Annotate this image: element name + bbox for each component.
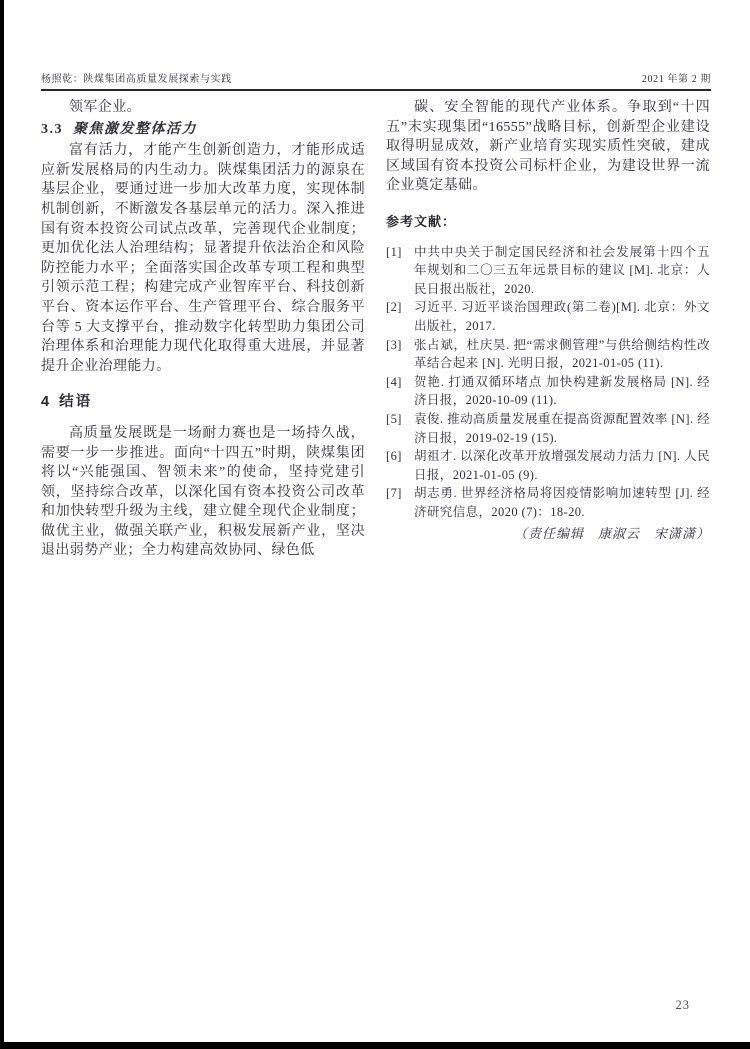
running-header-issue: 2021 年第 2 期	[641, 74, 711, 85]
running-header-title: 杨照乾：陕煤集团高质量发展探索与实践	[41, 74, 232, 85]
editors-credit: （责任编辑 康淑云 宋潇潇）	[513, 526, 710, 542]
paragraph-continuation: 领军企业。	[69, 100, 141, 115]
reference-item	[386, 484, 710, 521]
reference-item	[386, 243, 710, 299]
reference-text: 胡志勇. 世界经济格局将因疫情影响加速转型 [J]. 经济研究信息，2020 (7)：18-20.	[414, 486, 710, 519]
subsection-title: 聚焦激发整体活力	[73, 121, 197, 137]
references-list	[386, 243, 710, 522]
scan-border-bottom	[0, 1042, 750, 1049]
paragraph-section-3-3: 富有活力，才能产生创新创造力，才能形成适应新发展格局的内生动力。陕煤集团活力的源泉在基层企业，要通过进一步加大改革力度，实现体制机制创新，不断激发各基层单元的活力。深入推进国有资本投资公司试点改革，完善现代企业制度；更加优化法人治理结构；显著提升依法治企和风险防控能力水平；全面落实国企改革专项工程和典型引领示范工程；构建完成产业智库平台、科技创新平台、资本运作平台、生产管理平台、综合服务平台等 5 大支撑平台，推动数字化转型助力集团公司治理体系和治理能力现代化取得重大进展，并显著提升企业治理能力。	[41, 143, 365, 374]
scan-border-left	[0, 0, 4, 1049]
paragraph-continuation-right: 碳、安全智能的现代产业体系。争取到“十四五”末实现集团“16555”战略目标，创新型企业建设取得明显成效，新产业培育实现实质性突破，建成区域国有资本投资公司标杆企业，为建设世界一流企业奠定基础。	[386, 100, 710, 194]
paragraph-section-4: 高质量发展既是一场耐力赛也是一场持久战，需要一步一步推进。面向“十四五”时期，陕煤集团将以“兴能强国、智领未来”的使命，坚持党建引领，坚持综合改革，以深化国有资本投资公司改革和加快转型升级为主线，建立健全现代企业制度；做优主业，做强关联产业，积极发展新产业，坚决退出弱势产业；全力构建高效协同、绿色低	[41, 425, 365, 559]
reference-item	[386, 336, 710, 373]
reference-item	[386, 447, 710, 484]
reference-item	[386, 373, 710, 410]
reference-text: 袁俊. 推动高质量发展重在提高资源配置效率 [N]. 经济日报，2019-02-19 (15).	[414, 411, 710, 445]
reference-number: [3]	[386, 337, 402, 352]
section-title: 结语	[59, 394, 93, 411]
reference-number: [1]	[386, 244, 402, 259]
reference-text: 胡祖才. 以深化改革开放增强发展动力活力 [N]. 人民日报，2021-01-05 (9).	[414, 449, 710, 482]
subsection-heading-3-3	[41, 120, 365, 140]
reference-text: 习近平. 习近平谈治国理政(第二卷)[M]. 北京：外文出版社，2017.	[414, 300, 710, 333]
reference-number: [6]	[386, 449, 402, 464]
page-number: 23	[675, 998, 690, 1012]
reference-text: 贺艳. 打通双循环堵点 加快构建新发展格局 [N]. 经济日报，2020-10-09 (11).	[414, 374, 710, 408]
reference-item	[386, 298, 710, 335]
two-column-body	[41, 98, 711, 561]
reference-number: [5]	[386, 411, 402, 426]
right-column	[386, 98, 710, 561]
section-heading-4	[41, 393, 365, 413]
reference-text: 张占斌，杜庆昊. 把“需求侧管理”与供给侧结构性改革结合起来 [N]. 光明日报，2021-01-05 (11).	[414, 337, 710, 371]
running-header	[41, 70, 711, 85]
references-heading: 参考文献：	[386, 213, 457, 229]
reference-number: [4]	[386, 374, 402, 389]
reference-number: [2]	[386, 300, 402, 315]
reference-text: 中共中央关于制定国民经济和社会发展第十四个五年规划和二〇三五年远景目标的建议 [M]. 北京：人民日报出版社，2020.	[414, 244, 710, 296]
reference-number: [7]	[386, 486, 402, 501]
section-number: 4	[41, 394, 50, 411]
subsection-number: 3.3	[41, 121, 63, 137]
header-rule	[41, 89, 711, 91]
left-column	[41, 98, 365, 561]
reference-item	[386, 410, 710, 447]
